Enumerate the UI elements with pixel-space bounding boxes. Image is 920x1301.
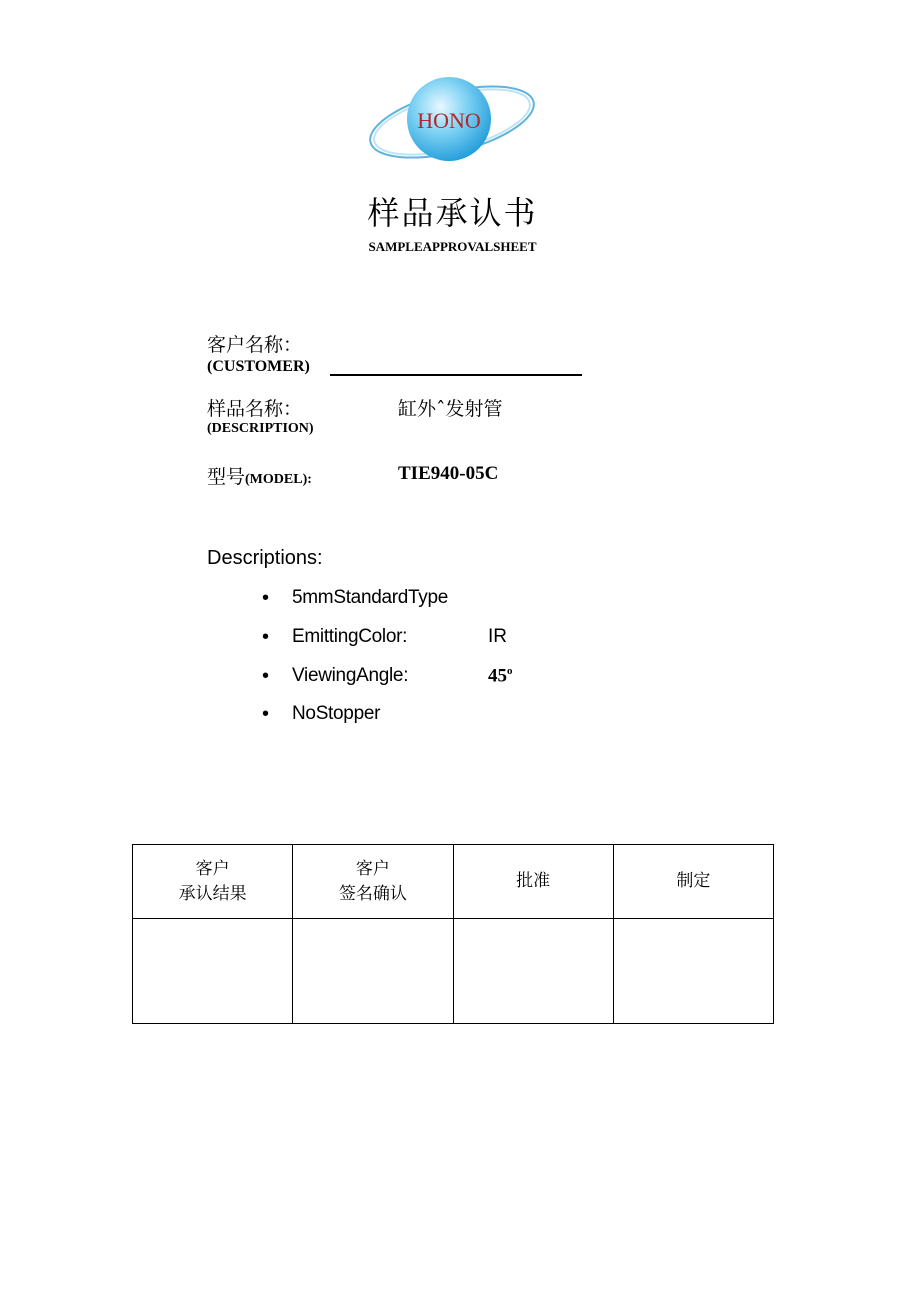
cell-customer-signature[interactable] (293, 919, 453, 1024)
logo-text: HONO (417, 108, 481, 133)
bullet-icon: • (262, 626, 270, 648)
hono-logo (364, 72, 540, 168)
customer-label-cn: 客户名称： (207, 334, 303, 356)
header-customer-approval (133, 845, 293, 919)
description-value: 缸外ˆ发射管 (398, 398, 503, 420)
description-label-en: (DESCRIPTION) (207, 421, 314, 436)
header-line: 批准 (516, 871, 551, 891)
header-line: 承认结果 (178, 883, 247, 904)
cell-approve[interactable] (453, 919, 613, 1024)
angle-number: 45 (488, 665, 507, 687)
descriptions-heading: Descriptions: (207, 547, 323, 569)
desc-item-stopper: NoStopper (292, 703, 381, 724)
desc-item-angle-label: ViewingAngle: (292, 665, 409, 686)
header-customer-signature (293, 845, 453, 919)
desc-item-color-label: EmittingColor: (292, 626, 408, 647)
bullet-icon: • (262, 665, 270, 687)
cell-customer-approval[interactable] (133, 919, 293, 1024)
header-line: 客户 (195, 858, 230, 879)
description-label-cn: 样品名称： (207, 398, 303, 420)
header-prepared (613, 845, 773, 919)
customer-field-line[interactable] (330, 374, 582, 376)
approval-table (132, 844, 774, 1024)
model-value: TIE940-05C (398, 463, 499, 484)
document-title: 样品承认书 (367, 194, 538, 232)
desc-item-color-value: IR (488, 626, 507, 647)
cell-prepared[interactable] (613, 919, 773, 1024)
model-label-en: (MODEL): (245, 472, 312, 487)
bullet-icon: • (262, 703, 270, 725)
customer-label-en: (CUSTOMER) (207, 358, 310, 375)
approval-header-row (133, 845, 774, 919)
model-label (207, 462, 312, 489)
approval-body-row (133, 919, 774, 1024)
bullet-icon: • (262, 587, 270, 609)
angle-degree: o (507, 665, 513, 677)
desc-item-angle-value (488, 665, 513, 687)
desc-item-type: 5mmStandardType (292, 587, 449, 608)
document-subtitle: SAMPLEAPPROVALSHEET (368, 239, 537, 254)
header-line: 客户 (355, 858, 390, 879)
model-label-cn: 型号 (207, 466, 246, 488)
header-line: 制定 (676, 871, 711, 891)
header-line: 签名确认 (338, 883, 407, 904)
header-approve (453, 845, 613, 919)
